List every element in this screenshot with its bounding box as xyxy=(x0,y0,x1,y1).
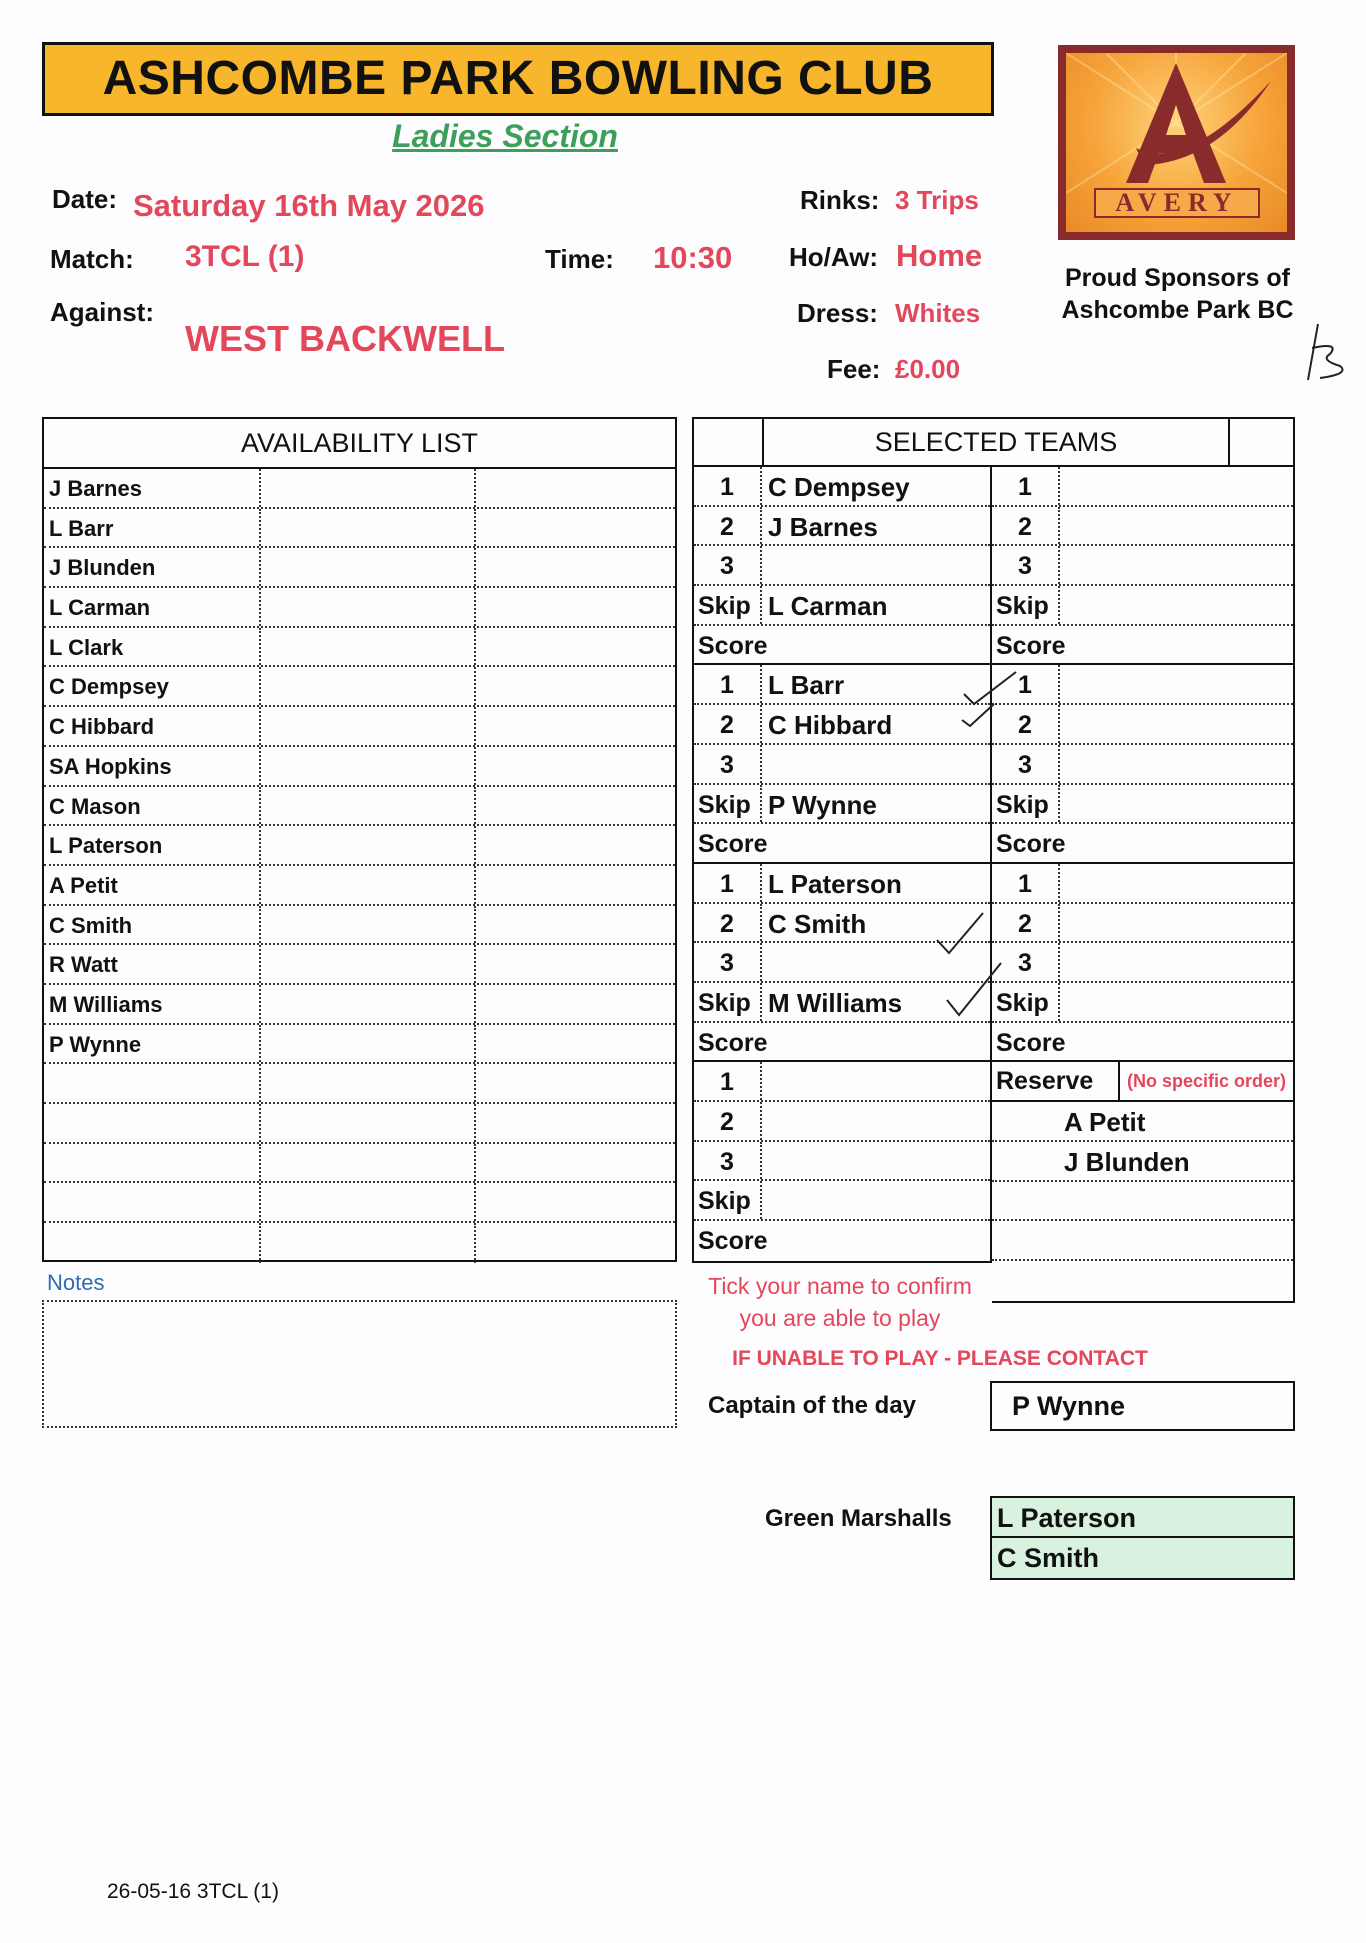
rinks-value: 3 Trips xyxy=(895,185,979,215)
opponent-name-cell[interactable] xyxy=(1060,586,1293,624)
opponent-position-row xyxy=(992,983,1293,1023)
player-name: L Carman xyxy=(768,591,888,622)
player-name xyxy=(762,1142,990,1180)
position-label: 3 xyxy=(992,546,1060,584)
fee-label: Fee: xyxy=(827,354,881,384)
availability-name: L Clark xyxy=(44,628,261,666)
player-name: M Williams xyxy=(768,987,903,1018)
opponent-score-row xyxy=(992,824,1293,864)
availability-name: J Barnes xyxy=(44,469,261,507)
score-label: Score xyxy=(698,1227,768,1256)
player-name xyxy=(762,1181,990,1219)
availability-tick-cell[interactable] xyxy=(261,747,476,785)
availability-row xyxy=(44,866,675,906)
opponent-name-cell[interactable] xyxy=(1060,785,1293,823)
availability-name xyxy=(44,1064,261,1102)
reserve-header xyxy=(992,1062,1293,1102)
position-label: 1 xyxy=(694,665,762,703)
position-label: 1 xyxy=(992,665,1060,703)
team-position-row xyxy=(694,586,990,626)
opponent-name-cell[interactable] xyxy=(1060,983,1293,1021)
position-label: 2 xyxy=(992,904,1060,942)
availability-tick-cell[interactable] xyxy=(261,588,476,626)
availability-row xyxy=(44,945,675,985)
availability-tick-cell[interactable] xyxy=(261,826,476,864)
availability-row xyxy=(44,1144,675,1184)
date-label: Date: xyxy=(52,184,118,214)
player-name: C Hibbard xyxy=(768,710,893,741)
hoaw-value: Home xyxy=(896,238,983,273)
availability-extra-cell[interactable] xyxy=(476,747,675,785)
opponent-name-cell[interactable] xyxy=(1060,904,1293,942)
availability-row xyxy=(44,787,675,827)
availability-row xyxy=(44,1025,675,1065)
position-label: Skip xyxy=(694,785,762,823)
opponent-position-row xyxy=(992,586,1293,626)
position-label: 3 xyxy=(694,1142,762,1180)
position-label: Skip xyxy=(694,586,762,624)
reserve-note: (No specific order) xyxy=(1126,1071,1287,1092)
player-name: C Smith xyxy=(768,908,867,939)
availability-name: J Blunden xyxy=(44,548,261,586)
team-position-row xyxy=(694,745,990,785)
availability-extra-cell[interactable] xyxy=(476,906,675,944)
position-label: 3 xyxy=(992,943,1060,981)
position-label: Skip xyxy=(992,586,1060,624)
notes-box[interactable] xyxy=(42,1300,677,1428)
reserve-name xyxy=(992,1182,1293,1222)
availability-row xyxy=(44,1223,675,1263)
availability-row xyxy=(44,707,675,747)
position-label: 1 xyxy=(992,864,1060,902)
availability-tick-cell[interactable] xyxy=(261,1223,476,1263)
unable-message: IF UNABLE TO PLAY - PLEASE CONTACT xyxy=(732,1347,1148,1370)
handwritten-tick-icon xyxy=(935,905,1005,1025)
reserve-name: J Blunden xyxy=(992,1142,1293,1182)
selected-teams-title: SELECTED TEAMS xyxy=(874,427,1118,457)
dress-value: Whites xyxy=(895,298,981,328)
opponent-position-row xyxy=(992,467,1293,507)
team-score-row xyxy=(694,626,990,666)
position-label: Skip xyxy=(992,983,1060,1021)
opponent-position-row xyxy=(992,665,1293,705)
tick-message: Tick your name to confirm you are able to play xyxy=(708,1273,972,1331)
availability-extra-cell[interactable] xyxy=(476,667,675,705)
availability-name: P Wynne xyxy=(44,1025,261,1063)
handwritten-tick-icon xyxy=(960,668,1030,728)
match-label: Match: xyxy=(50,244,134,274)
availability-title: AVAILABILITY LIST xyxy=(44,419,675,469)
position-label: 1 xyxy=(694,467,762,505)
position-label: 2 xyxy=(694,507,762,545)
player-name xyxy=(762,546,990,584)
club-name-banner: ASHCOMBE PARK BOWLING CLUB xyxy=(42,42,994,116)
availability-extra-cell[interactable] xyxy=(476,945,675,983)
captain-label: Captain of the day xyxy=(708,1392,917,1419)
availability-extra-cell[interactable] xyxy=(476,985,675,1023)
player-name: J Barnes xyxy=(768,511,878,542)
against-value: WEST BACKWELL xyxy=(185,318,505,359)
availability-name: R Watt xyxy=(44,945,261,983)
opponent-position-row xyxy=(992,745,1293,785)
availability-extra-cell[interactable] xyxy=(476,1064,675,1102)
position-label: 2 xyxy=(694,1102,762,1140)
header-blank-cell xyxy=(694,419,764,465)
captain-name: P Wynne xyxy=(990,1381,1295,1431)
player-name xyxy=(762,745,990,783)
opponent-score-row xyxy=(992,626,1293,666)
score-label: Score xyxy=(996,631,1066,660)
green-marshalls-label: Green Marshalls xyxy=(765,1505,952,1532)
position-label: 1 xyxy=(992,467,1060,505)
position-label: Skip xyxy=(694,1181,762,1219)
score-label: Score xyxy=(698,830,768,859)
match-value: 3TCL (1) xyxy=(185,240,305,273)
availability-row xyxy=(44,588,675,628)
opponent-position-row xyxy=(992,904,1293,944)
availability-tick-cell[interactable] xyxy=(261,548,476,586)
player-name xyxy=(762,1102,990,1140)
position-label: 3 xyxy=(694,745,762,783)
sponsor-logo-word: AVERY xyxy=(1094,188,1260,218)
availability-row xyxy=(44,747,675,787)
availability-tick-cell[interactable] xyxy=(261,469,476,507)
availability-tick-cell[interactable] xyxy=(261,1144,476,1182)
availability-row xyxy=(44,985,675,1025)
team-score-row xyxy=(694,1221,990,1261)
opponent-position-row xyxy=(992,507,1293,547)
green-marshall-name: C Smith xyxy=(997,1543,1100,1573)
opponent-name-cell[interactable] xyxy=(1060,705,1293,743)
player-name: L Paterson xyxy=(768,868,902,899)
team-position-row xyxy=(694,507,990,547)
footer-reference: 26-05-16 3TCL (1) xyxy=(107,1880,279,1903)
availability-name: L Paterson xyxy=(44,826,261,864)
player-name: P Wynne xyxy=(768,789,877,820)
availability-row xyxy=(44,667,675,707)
team-position-row xyxy=(694,785,990,825)
availability-row xyxy=(44,628,675,668)
opponent-score-row xyxy=(992,1023,1293,1063)
availability-tick-cell[interactable] xyxy=(261,1183,476,1221)
position-label: 3 xyxy=(694,943,762,981)
team-position-row xyxy=(694,467,990,507)
player-name: L Barr xyxy=(768,670,845,701)
availability-tick-cell[interactable] xyxy=(261,628,476,666)
availability-row xyxy=(44,548,675,588)
availability-name: C Smith xyxy=(44,906,261,944)
time-value: 10:30 xyxy=(653,240,733,275)
opponent-position-row xyxy=(992,864,1293,904)
team-position-row xyxy=(694,546,990,586)
player-name xyxy=(762,1062,990,1100)
availability-extra-cell[interactable] xyxy=(476,1104,675,1142)
opponent-name-cell[interactable] xyxy=(1060,665,1293,703)
player-name: C Dempsey xyxy=(768,472,910,502)
availability-table xyxy=(42,417,677,1262)
score-label: Score xyxy=(698,631,768,660)
dress-label: Dress: xyxy=(797,298,878,328)
team-score-row xyxy=(694,824,990,864)
availability-name: A Petit xyxy=(44,866,261,904)
against-label: Against: xyxy=(50,297,154,327)
section-title: Ladies Section xyxy=(392,118,618,154)
availability-tick-cell[interactable] xyxy=(261,945,476,983)
reserve-name xyxy=(992,1261,1293,1301)
team-position-row xyxy=(694,1102,990,1142)
reserve-name xyxy=(992,1221,1293,1261)
availability-extra-cell[interactable] xyxy=(476,866,675,904)
fee-value: £0.00 xyxy=(895,354,961,384)
availability-tick-cell[interactable] xyxy=(261,866,476,904)
availability-extra-cell[interactable] xyxy=(476,509,675,547)
sponsor-logo xyxy=(1058,45,1295,240)
date-value: Saturday 16th May 2026 xyxy=(133,188,485,223)
availability-extra-cell[interactable] xyxy=(476,1144,675,1182)
position-label: Skip xyxy=(694,983,762,1021)
opponent-name-cell[interactable] xyxy=(1060,546,1293,584)
position-label: 2 xyxy=(992,705,1060,743)
availability-name: SA Hopkins xyxy=(44,747,261,785)
availability-row xyxy=(44,469,675,509)
opponent-position-row xyxy=(992,705,1293,745)
availability-extra-cell[interactable] xyxy=(476,548,675,586)
position-label: 2 xyxy=(694,705,762,743)
availability-name: C Hibbard xyxy=(44,707,261,745)
reserve-label: Reserve xyxy=(992,1062,1120,1100)
team-position-row xyxy=(694,864,990,904)
teams-right-column xyxy=(992,467,1295,1303)
availability-tick-cell[interactable] xyxy=(261,787,476,825)
availability-row xyxy=(44,1064,675,1104)
availability-extra-cell[interactable] xyxy=(476,787,675,825)
selected-teams-header xyxy=(692,417,1295,467)
handwritten-initial-icon xyxy=(1300,318,1360,386)
opponent-name-cell[interactable] xyxy=(1060,943,1293,981)
availability-name: C Dempsey xyxy=(44,667,261,705)
teams-left-column xyxy=(692,467,992,1263)
availability-extra-cell[interactable] xyxy=(476,1025,675,1063)
availability-name: L Carman xyxy=(44,588,261,626)
availability-row xyxy=(44,1183,675,1223)
time-label: Time: xyxy=(545,244,614,274)
availability-name xyxy=(44,1183,261,1221)
availability-extra-cell[interactable] xyxy=(476,1223,675,1263)
availability-name xyxy=(44,1104,261,1142)
availability-row xyxy=(44,906,675,946)
score-label: Score xyxy=(698,1028,768,1057)
availability-name: C Mason xyxy=(44,787,261,825)
reserve-name: A Petit xyxy=(992,1102,1293,1142)
team-position-row xyxy=(694,665,990,705)
header-blank-cell xyxy=(1228,419,1293,465)
opponent-position-row xyxy=(992,546,1293,586)
position-label: 1 xyxy=(694,1062,762,1100)
availability-extra-cell[interactable] xyxy=(476,707,675,745)
team-position-row xyxy=(694,705,990,745)
availability-extra-cell[interactable] xyxy=(476,826,675,864)
position-label: Skip xyxy=(992,785,1060,823)
notes-label: Notes xyxy=(47,1270,105,1295)
availability-row xyxy=(44,826,675,866)
availability-tick-cell[interactable] xyxy=(261,1025,476,1063)
opponent-name-cell[interactable] xyxy=(1060,745,1293,783)
opponent-position-row xyxy=(992,943,1293,983)
availability-extra-cell[interactable] xyxy=(476,1183,675,1221)
position-label: 3 xyxy=(992,745,1060,783)
availability-tick-cell[interactable] xyxy=(261,1104,476,1142)
availability-tick-cell[interactable] xyxy=(261,1064,476,1102)
availability-row xyxy=(44,509,675,549)
availability-tick-cell[interactable] xyxy=(261,509,476,547)
green-marshalls-box xyxy=(990,1496,1295,1580)
team-position-row xyxy=(694,1181,990,1221)
availability-extra-cell[interactable] xyxy=(476,628,675,666)
rinks-label: Rinks: xyxy=(800,185,880,215)
opponent-position-row xyxy=(992,785,1293,825)
team-position-row xyxy=(694,1142,990,1182)
availability-tick-cell[interactable] xyxy=(261,985,476,1023)
opponent-name-cell[interactable] xyxy=(1060,507,1293,545)
team-position-row xyxy=(694,1062,990,1102)
availability-tick-cell[interactable] xyxy=(261,707,476,745)
opponent-name-cell[interactable] xyxy=(1060,864,1293,902)
opponent-name-cell[interactable] xyxy=(1060,467,1293,505)
position-label: 1 xyxy=(694,864,762,902)
score-label: Score xyxy=(996,1028,1066,1057)
availability-tick-cell[interactable] xyxy=(261,906,476,944)
position-label: 2 xyxy=(694,904,762,942)
position-label: 3 xyxy=(694,546,762,584)
availability-name xyxy=(44,1144,261,1182)
sponsor-text: Proud Sponsors of Ashcombe Park BC xyxy=(1061,264,1294,324)
availability-tick-cell[interactable] xyxy=(261,667,476,705)
availability-name: M Williams xyxy=(44,985,261,1023)
green-marshall-name: L Paterson xyxy=(992,1498,1293,1538)
hoaw-label: Ho/Aw: xyxy=(789,242,879,272)
score-label: Score xyxy=(996,830,1066,859)
availability-name xyxy=(44,1223,261,1263)
availability-extra-cell[interactable] xyxy=(476,469,675,507)
availability-name: L Barr xyxy=(44,509,261,547)
team-score-row xyxy=(694,1023,990,1063)
position-label: 2 xyxy=(992,507,1060,545)
availability-row xyxy=(44,1104,675,1144)
availability-extra-cell[interactable] xyxy=(476,588,675,626)
